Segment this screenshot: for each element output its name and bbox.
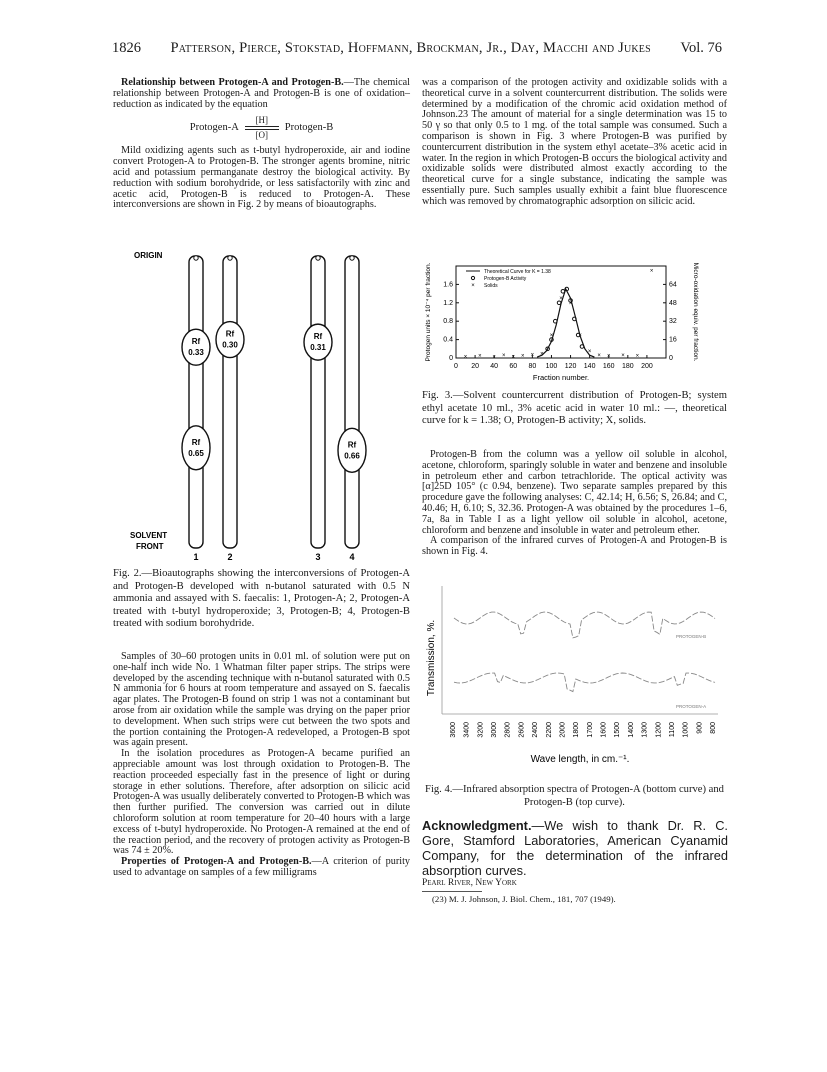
solids-point: × [597, 352, 601, 359]
x-tick-label: 0 [454, 363, 458, 370]
legend-entry: Solids [484, 283, 498, 289]
solids-point: × [463, 354, 468, 361]
solids-point: × [492, 355, 496, 362]
strip-number: 4 [349, 552, 355, 562]
rf-value: 0.30 [222, 340, 238, 350]
x-tick-label: 3000 [491, 722, 499, 738]
solids-point: × [568, 300, 573, 307]
solids-point: × [621, 353, 625, 360]
redox-equation [113, 116, 410, 140]
column-paragraph: Protogen-B from the column was a yellow oil soluble in alcohol, acetone, chloroform, sparingly soluble in water and benzene and insoluble in petroleum ether and carbon tetrachloride. The optical activity was [α]25D 105° (c 0.94, benzene). Two separate samples prepared by this procedure gave the following analyses: C, 42.14; H, 6.56; S, 26.84; and C, 40.46; H, 6.10; S, 32.36. Protogen-A was obtained by the procedures 1–6, 7a, 8a in Table I as a light yellow oil soluble in alcohol, acetone, chloroform and benzene and insoluble in water and petroleum ether. [422, 449, 727, 536]
comparison-paragraph: was a comparison of the protogen activity and oxidizable solids with a theoretical curve in a solvent countercurrent distribution. The solids were determined by a modification of the chromic acid oxidation method of Johnson.23 The amount of material for a single determination was 15 to 50 γ so that only 0.5 to 1 mg. of the total sample was consumed. Such a comparison is shown in Fig. 3 where Protogen-B was purified by countercurrent distribution in the system ethyl acetate–3% acetic acid in water. In the region in which Protogen-B occurs the biological activity and oxidizable solids were distributed almost exactly according to the theoretical curve for a single substance, indicating the sample was essentially pure. Such samples usually exhibit a faint blue fluorescence which was removed by chromatographic adsorption on silicic acid. [422, 77, 727, 207]
y2-axis-label: Micro-oxidation equiv. per fraction. [692, 262, 699, 362]
x-tick-label: 1100 [668, 722, 676, 738]
paper-strip [223, 256, 237, 548]
equation-right: Protogen-B [284, 121, 334, 133]
rf-spot [304, 324, 332, 360]
equilibrium-arrow [245, 116, 279, 140]
fig3-caption: Fig. 3.—Solvent countercurrent distribution of Protogen-B; system ethyl acetate 10 ml., 3% acetic acid in water 10 ml.: —, theoretical curve for k = 1.38; O, Protogen-B activity; X, solids. [422, 390, 727, 427]
x-tick-label: 3400 [463, 722, 471, 738]
y-tick-label: 1.2 [443, 299, 453, 307]
x-tick-label: 1600 [600, 722, 608, 738]
relationship-heading: Relationship between Protogen-A and Protogen-B. [121, 77, 344, 88]
y2-tick-label: 16 [669, 336, 677, 344]
place-line: Pearl River, New York [422, 878, 517, 888]
x-tick-label: 1800 [573, 722, 581, 738]
activity-point [561, 290, 565, 294]
solvent-label: SOLVENT [130, 531, 168, 540]
solids-point: × [606, 353, 611, 360]
x-tick-label: 180 [621, 363, 634, 370]
origin-label: ORIGIN [134, 251, 163, 260]
solids-point: × [578, 333, 582, 339]
equation-left: Protogen-A [189, 121, 239, 133]
equation-top: [H] [255, 115, 269, 126]
right-column-middle [422, 450, 727, 558]
x-tick-label: 2200 [545, 722, 553, 738]
running-header [112, 40, 722, 57]
x-tick-label: 900 [696, 722, 704, 734]
protogen-a-spectrum [454, 673, 715, 692]
ack-heading: Acknowledgment. [422, 818, 532, 833]
rf-spot [182, 426, 210, 470]
x-tick-label: 1000 [682, 722, 690, 738]
strips-group [182, 256, 366, 562]
paper-strip [345, 256, 359, 548]
right-column-top [422, 78, 727, 208]
x-axis-label: Fraction number. [532, 373, 590, 382]
author-list: Patterson, Pierce, Stokstad, Hoffmann, Brockman, Jr., Day, Macchi and Jukes [170, 40, 651, 56]
solids-point: × [587, 349, 592, 356]
ack-body: —We wish to thank Dr. R. C. Gore, Stamford Laboratories, American Cyanamid Company, for the determination of the infrared absorption curves. [422, 818, 728, 878]
x-tick-label: 1300 [641, 722, 649, 738]
equation-bottom: [O] [255, 130, 269, 141]
rf-label: Rf [225, 329, 235, 339]
paper-strip [311, 256, 325, 548]
left-column-bottom [113, 652, 410, 879]
strip-number: 3 [315, 552, 321, 562]
x-tick-label: 3200 [477, 722, 485, 738]
x-tick-label: 1400 [627, 722, 635, 738]
rf-value: 0.65 [188, 448, 204, 458]
fig2-caption: Fig. 2.—Bioautographs showing the interconversions of Protogen-A and Protogen-B developed with n-butanol saturated with 0.5 N ammonia and assayed with S. faecalis: 1, Protogen-A; 2, Protogen-A treated with t-butyl hydroperoxide; 3, Protogen-B; 4, Protogen-B treated with sodium borohydride. [113, 568, 410, 630]
x-tick-label: 20 [471, 363, 479, 370]
left-column-top [113, 78, 410, 211]
isolation-paragraph: In the isolation procedures as Protogen-A became purified an appreciable amount was lost through oxidation to Protogen-B. The reaction proceeded especially fast in the presence of light or during storage in ether solutions. Therefore, after adsorption on silicic acid Protogen-A was usually deliberately converted to Protogen-B which was then further purified. The conversion was carried out in dilute chloroform solution at room temperature for 20–40 hours with a large excess of t-butyl hydroperoxide. No Protogen-A remained at the end of the reaction period, and the recovery of protogen activity as Protogen-B was 74 ± 20%. [113, 748, 410, 857]
y-tick-label: 0.4 [443, 336, 453, 344]
x-tick-label: 2400 [532, 722, 540, 738]
properties-body: —A criterion of purity used to advantage on samples of a few milligrams [113, 856, 411, 878]
footnote: (23) M. J. Johnson, J. Biol. Chem., 181, 707 (1949). [432, 894, 616, 904]
strip-number: 2 [227, 552, 233, 562]
properties-heading: Properties of Protogen-A and Protogen-B. [121, 856, 312, 868]
y-tick-label: 1.6 [443, 281, 453, 289]
origin-dot [194, 256, 198, 260]
x-tick-label: 40 [490, 363, 499, 370]
x-tick-label: 200 [641, 363, 653, 370]
solids-point: × [635, 353, 640, 360]
solids-point: × [549, 333, 554, 339]
origin-dot [316, 256, 320, 260]
rf-value: 0.31 [310, 343, 326, 353]
y-axis-label: Protogen units × 10⁻⁴ per fraction. [425, 262, 432, 362]
rf-value: 0.66 [344, 451, 360, 461]
solids-point: × [511, 354, 516, 361]
x-axis-label: Wave length, in cm.⁻¹. [530, 754, 630, 765]
origin-dot [350, 256, 354, 260]
x-tick-label: 160 [602, 363, 615, 370]
rf-label: Rf [191, 437, 201, 447]
y2-tick-label: 32 [669, 318, 677, 326]
oxidation-paragraph: Mild oxidizing agents such as t-butyl hydroperoxide, air and iodine convert Protogen-A to Protogen-B. The stronger agents bromine, nitric acid and potassium permanganate destroy the biological activity. By reduction with sodium borohydride, or less satisfactorily with zinc and acetic acid, Protogen-B is reduced to Protogen-A. These interconversions are shown in Fig. 2 by means of bioautographs. [113, 145, 410, 211]
front-label: FRONT [136, 542, 164, 551]
solids-point: × [521, 353, 525, 360]
curve-label-b: PROTOGEN-B [676, 634, 707, 639]
footnote-rule [422, 891, 482, 892]
y-tick-label: 0.8 [443, 318, 453, 326]
relationship-body: —The chemical relationship between Protogen-A and Protogen-B is one of oxidation–reduction as indicated by the equation [113, 77, 411, 110]
legend-circle-swatch [471, 276, 474, 279]
fig4-caption: Fig. 4.—Infrared absorption spectra of Protogen-A (bottom curve) and Protogen-B (top curve). [425, 784, 724, 808]
x-tick-label: 1200 [655, 722, 663, 738]
x-tick-label: 3600 [450, 722, 457, 738]
page-number: 1826 [112, 40, 141, 56]
legend-x-swatch: × [471, 283, 475, 289]
y2-tick-label: 0 [669, 355, 673, 362]
rf-label: Rf [347, 440, 357, 450]
solids-point: × [478, 353, 482, 360]
rf-label: Rf [191, 337, 201, 347]
solids-point: × [530, 352, 535, 359]
rf-spot [338, 428, 366, 472]
legend-entry: Theoretical Curve for K = 1.38 [484, 269, 551, 275]
solids-point: × [540, 351, 544, 358]
solids-point: × [649, 268, 654, 275]
x-tick-label: 120 [564, 363, 577, 370]
rf-label: Rf [313, 332, 323, 342]
fig3-chart [420, 250, 720, 390]
y2-tick-label: 48 [669, 299, 677, 307]
paper-strip [189, 256, 203, 548]
x-tick-label: 100 [545, 363, 558, 370]
solids-point: × [501, 353, 506, 360]
volume-number: Vol. 76 [680, 40, 722, 56]
y-axis-label: Transmission, %. [426, 619, 437, 697]
samples-paragraph: Samples of 30–60 protogen units in 0.01 ml. of solution were put on one-half inch wide No. 1 Whatman filter paper strips. The strips were developed by the ascending technique with n-butanol saturated with 0.5 N ammonia for 6 hours at room temperature and assayed on S. faecalis agar plates. The Protogen-B found on strip 1 was not a contaminant but arose from air oxidation while the sample was drying on the paper prior to development. When such strips were cut between the two spots and the portion containing the Protogen-A redeveloped, a Protogen-B spot was again present. [113, 651, 410, 749]
activity-point [580, 345, 584, 349]
y-tick-label: 0 [449, 355, 453, 362]
x-tick-label: 80 [528, 363, 537, 370]
x-tick-label: 2600 [518, 722, 526, 738]
fig2-bioautographs [112, 246, 412, 566]
fig4-ir-spectra [420, 580, 730, 785]
rf-spot [216, 322, 244, 358]
rf-value: 0.33 [188, 348, 204, 358]
curve-label-a: PROTOGEN-A [676, 704, 707, 709]
rf-spot [182, 329, 210, 365]
x-tick-label: 1500 [614, 722, 622, 738]
x-tick-label: 60 [509, 363, 518, 370]
x-tick-label: 2000 [559, 722, 567, 738]
theoretical-curve [537, 289, 594, 357]
x-tick-label: 2800 [504, 722, 512, 738]
x-tick-label: 1700 [586, 722, 594, 738]
origin-dot [228, 256, 232, 260]
ir-paragraph: A comparison of the infrared curves of Protogen-A and Protogen-B is shown in Fig. 4. [422, 535, 727, 558]
x-tick-label: 140 [583, 363, 596, 370]
double-arrow-icon [245, 125, 279, 131]
x-tick-label: 800 [710, 722, 717, 734]
legend-entry: Protogen-B Activity [484, 276, 527, 282]
acknowledgment [422, 818, 728, 878]
solids-point: × [559, 296, 563, 303]
y2-tick-label: 64 [669, 281, 677, 289]
strip-number: 1 [193, 552, 199, 562]
